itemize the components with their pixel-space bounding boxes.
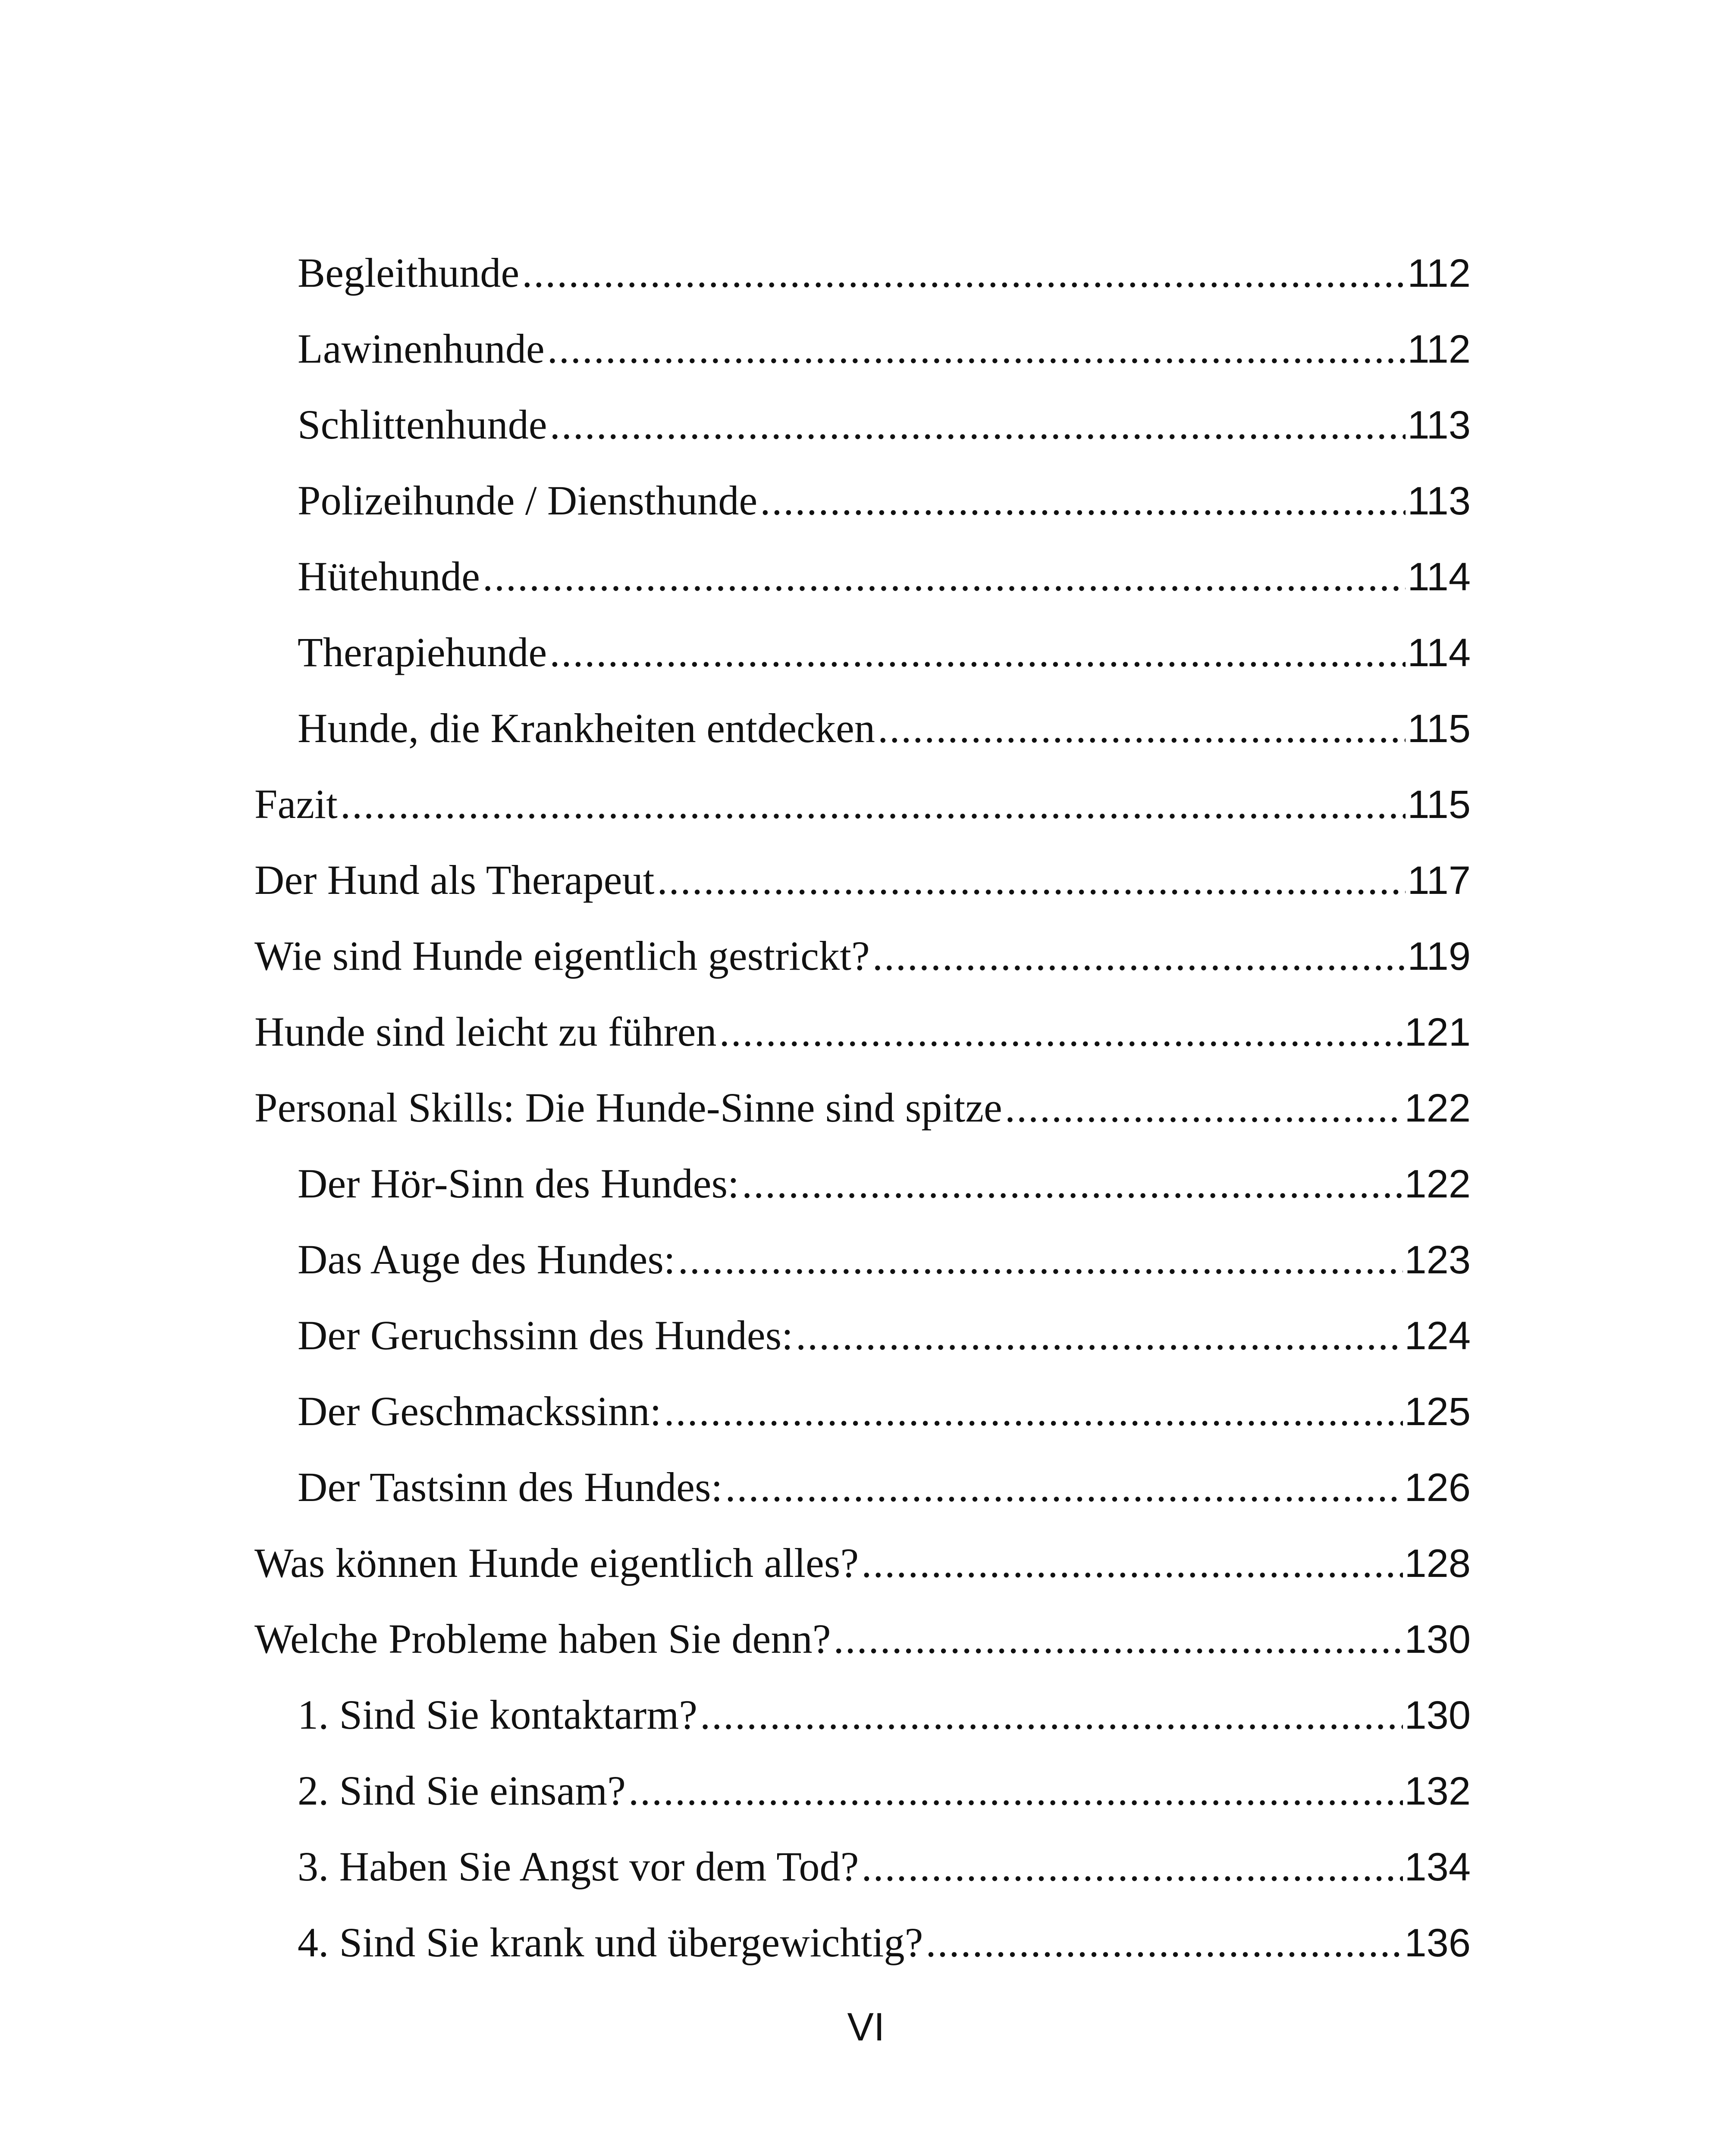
toc-entry [254,859,1471,935]
toc-entry [254,1315,1471,1391]
toc-entry [254,328,1471,404]
toc-dot-leader [340,783,1406,825]
table-of-contents [254,252,1471,1998]
toc-entry-title: Wie sind Hunde eigentlich gestrickt? [254,935,870,979]
toc-dot-leader [926,1922,1403,1963]
toc-entry-title: 3. Haben Sie Angst vor dem Tod? [298,1846,859,1890]
toc-dot-leader [657,859,1406,901]
toc-entry-page-number: 130 [1404,1618,1471,1661]
toc-entry [254,1087,1471,1163]
toc-entry-title: Schlittenhunde [298,404,547,448]
toc-entry-page-number: 113 [1407,480,1471,523]
toc-entry-page-number: 115 [1407,783,1471,827]
toc-entry-page-number: 125 [1404,1391,1471,1434]
toc-entry [254,1846,1471,1922]
toc-entry-page-number: 128 [1404,1542,1471,1586]
toc-entry-page-number: 130 [1404,1694,1471,1737]
toc-dot-leader [719,1011,1403,1053]
toc-entry-title: Der Hör-Sinn des Hundes: [298,1163,740,1206]
toc-entry-title: 4. Sind Sie krank und übergewichtig? [298,1922,923,1965]
toc-entry-title: 2. Sind Sie einsam? [298,1770,626,1814]
toc-entry-page-number: 114 [1407,632,1471,675]
toc-entry-page-number: 123 [1404,1239,1471,1282]
toc-dot-leader [834,1618,1403,1660]
toc-entry [254,1694,1471,1770]
toc-entry [254,783,1471,859]
toc-dot-leader [878,708,1406,749]
toc-entry-title: 1. Sind Sie kontaktarm? [298,1694,698,1738]
toc-entry-page-number: 119 [1407,935,1471,978]
toc-entry-title: Therapiehunde [298,632,547,675]
toc-entry-page-number: 121 [1404,1011,1471,1054]
toc-dot-leader [522,252,1406,294]
toc-dot-leader [664,1391,1403,1432]
toc-dot-leader [760,480,1406,521]
toc-entry-title: Der Hund als Therapeut [254,859,655,903]
toc-entry-page-number: 124 [1404,1315,1471,1358]
toc-entry-title: Fazit [254,783,338,827]
page-number: VI [847,2005,885,2049]
toc-entry-page-number: 115 [1407,708,1471,751]
toc-dot-leader [1005,1087,1403,1128]
toc-entry-page-number: 112 [1407,328,1471,371]
toc-dot-leader [862,1846,1403,1887]
toc-entry [254,1467,1471,1542]
toc-dot-leader [796,1315,1403,1356]
toc-dot-leader [742,1163,1403,1204]
toc-entry [254,1239,1471,1315]
toc-dot-leader [861,1542,1403,1584]
toc-entry-page-number: 122 [1404,1087,1471,1130]
toc-entry-page-number: 112 [1407,252,1471,295]
toc-entry-page-number: 134 [1404,1846,1471,1889]
toc-entry [254,556,1471,632]
toc-entry-page-number: 113 [1407,404,1471,447]
toc-entry-title: Der Tastsinn des Hundes: [298,1467,723,1510]
toc-entry [254,252,1471,328]
toc-entry [254,632,1471,708]
toc-entry [254,404,1471,480]
toc-entry [254,1922,1471,1998]
toc-dot-leader [678,1239,1403,1280]
toc-entry [254,1542,1471,1618]
toc-entry-title: Hunde, die Krankheiten entdecken [298,708,875,751]
toc-entry-title: Hunde sind leicht zu führen [254,1011,717,1055]
toc-entry-title: Was können Hunde eigentlich alles? [254,1542,859,1586]
toc-dot-leader [550,404,1406,445]
toc-dot-leader [628,1770,1403,1811]
toc-entry [254,708,1471,783]
toc-entry-title: Polizeihunde / Diensthunde [298,480,758,523]
toc-entry [254,1770,1471,1846]
toc-entry-page-number: 122 [1404,1163,1471,1206]
toc-entry [254,1618,1471,1694]
toc-entry [254,1163,1471,1239]
toc-entry-title: Der Geruchssinn des Hundes: [298,1315,794,1358]
toc-entry-page-number: 117 [1407,859,1471,903]
toc-entry-title: Personal Skills: Die Hunde-Sinne sind spitze [254,1087,1002,1131]
toc-entry-page-number: 114 [1407,556,1471,599]
toc-entry-title: Der Geschmackssinn: [298,1391,662,1434]
toc-dot-leader [700,1694,1403,1736]
toc-dot-leader [547,328,1406,370]
toc-entry [254,1011,1471,1087]
toc-entry-title: Welche Probleme haben Sie denn? [254,1618,831,1662]
toc-dot-leader [725,1467,1403,1508]
toc-dot-leader [872,935,1406,977]
toc-entry [254,1391,1471,1467]
toc-entry-page-number: 132 [1404,1770,1471,1813]
toc-entry [254,935,1471,1011]
toc-dot-leader [549,632,1406,673]
toc-entry-title: Begleithunde [298,252,520,296]
toc-dot-leader [483,556,1406,597]
toc-entry-page-number: 136 [1404,1922,1471,1965]
toc-entry-title: Lawinenhunde [298,328,545,372]
toc-entry [254,480,1471,556]
toc-entry-title: Hütehunde [298,556,480,599]
toc-entry-page-number: 126 [1404,1467,1471,1510]
toc-entry-title: Das Auge des Hundes: [298,1239,675,1282]
